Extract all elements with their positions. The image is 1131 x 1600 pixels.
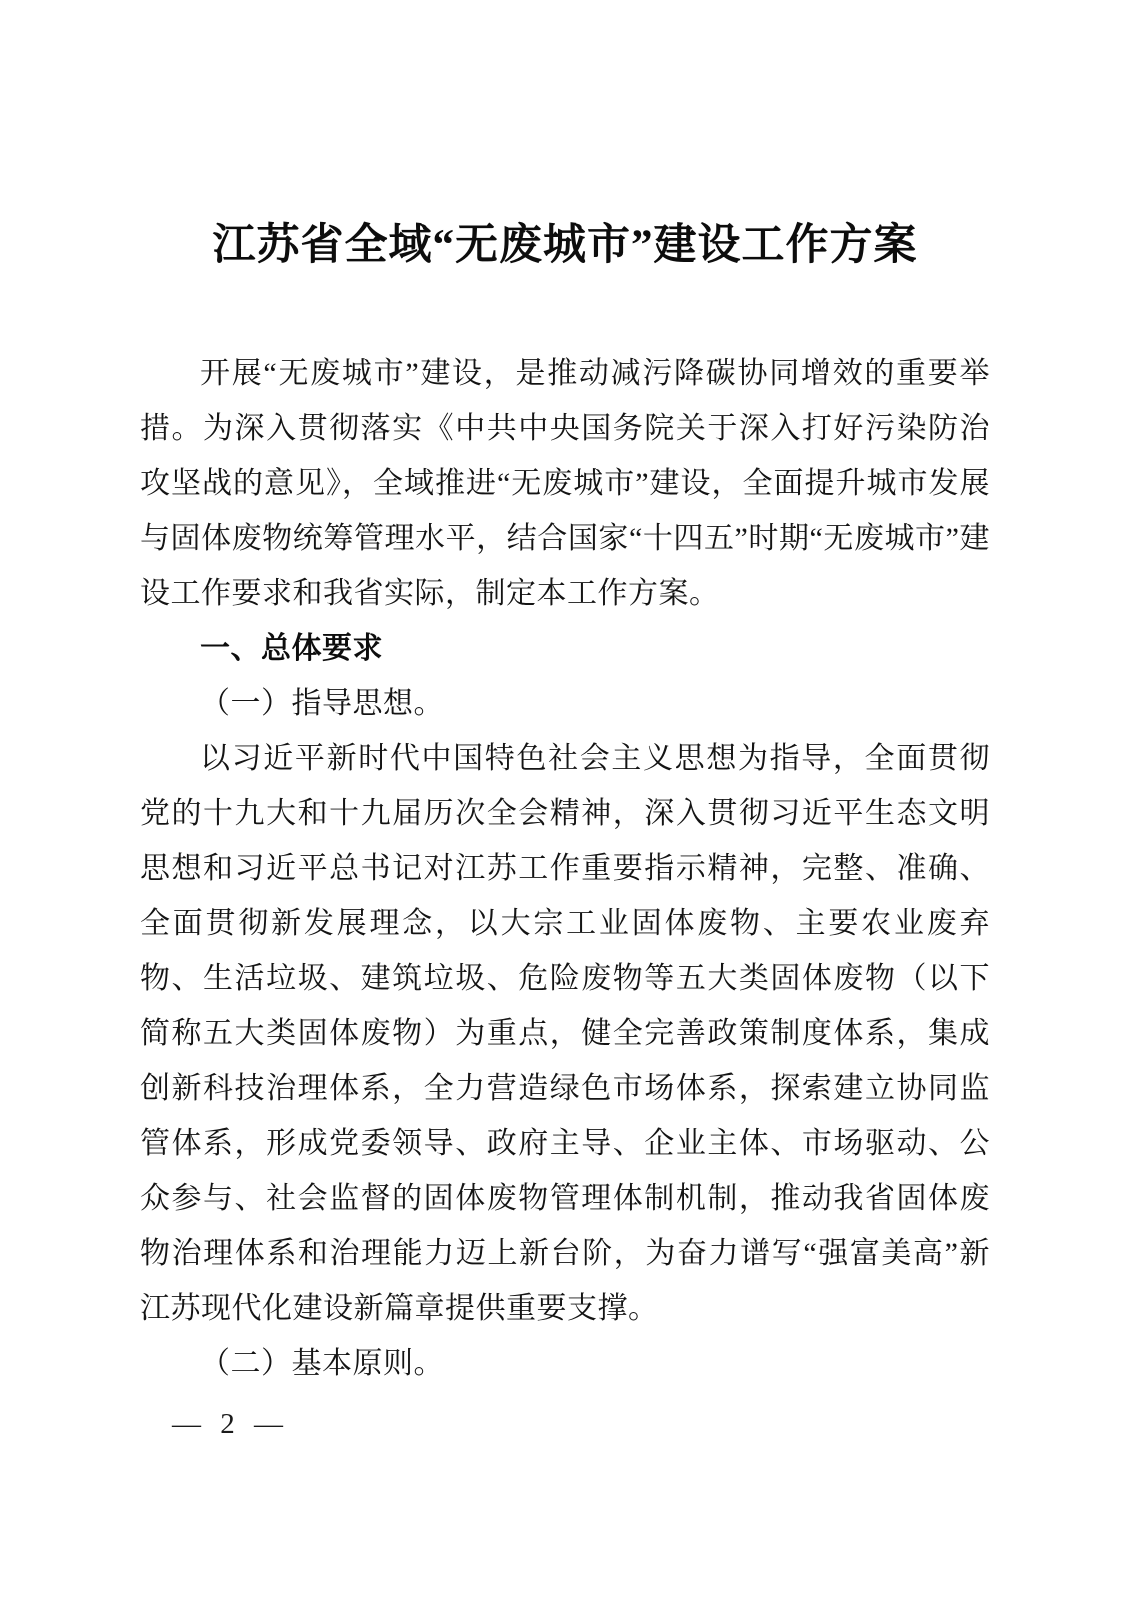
document-title: 江苏省全域“无废城市”建设工作方案 [212,222,918,269]
page-number: — 2 — [172,1408,289,1440]
section-heading-overall-requirements: 一、总体要求 [200,632,383,665]
subheading-basic-principles: （二）基本原则。 [200,1347,444,1380]
guiding-ideology-paragraph: 以习近平新时代中国特色社会主义思想为指导，全面贯彻党的十九大和十九届历次全会精神，深入贯彻习近平生态文明思想和习近平总书记对江苏工作重要指示精神，完整、准确、全面贯彻新发展理念，以大宗工业固体废物、主要农业废弃物、生活垃圾、建筑垃圾、危险废物等五大类固体废物（以下简称五大类固体废物）为重点，健全完善政策制度体系，集成创新科技治理体系，全力营造绿色市场体系，探索建立协同监管体系，形成党委领导、政府主导、企业主体、市场驱动、公众参与、社会监督的固体废物管理体制机制，推动我省固体废物治理体系和治理能力迈上新台阶，为奋力谱写“强富美高”新江苏现代化建设新篇章提供重要支撑。 [140,742,990,1325]
document-content [140,218,990,1391]
intro-paragraph: 开展“无废城市”建设，是推动减污降碳协同增效的重要举措。为深入贯彻落实《中共中央国务院关于深入打好污染防治攻坚战的意见》，全域推进“无废城市”建设，全面提升城市发展与固体废物统筹管理水平，结合国家“十四五”时期“无废城市”建设工作要求和我省实际，制定本工作方案。 [140,357,990,610]
subheading-guiding-ideology: （一）指导思想。 [200,687,444,720]
